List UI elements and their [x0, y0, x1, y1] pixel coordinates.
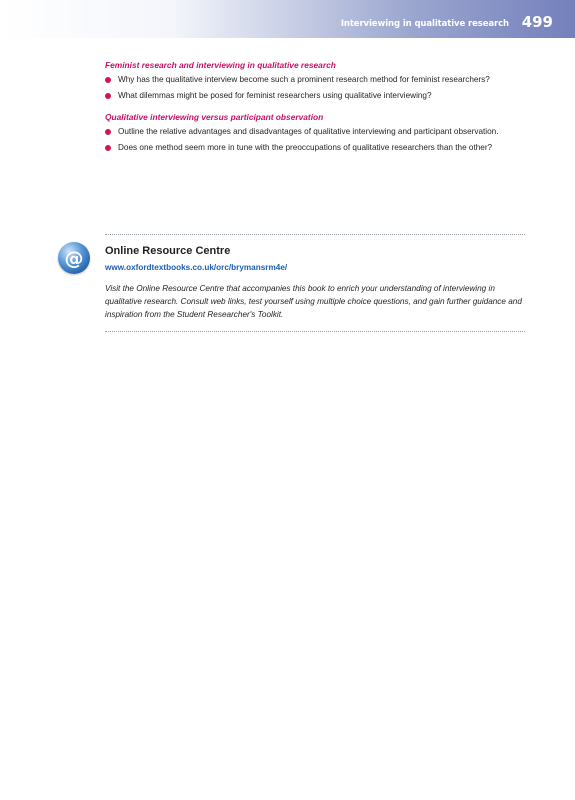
section-interviewing-vs-observation	[105, 112, 525, 154]
list-item	[105, 126, 525, 138]
section-feminist-research	[105, 60, 525, 102]
section-heading: Qualitative interviewing versus participant observation	[105, 112, 324, 122]
question-list	[105, 74, 525, 102]
page-number: 499	[521, 13, 553, 31]
orc-link[interactable]: www.oxfordtextbooks.co.uk/orc/brymansrm4e/	[105, 263, 288, 272]
svg-text:@: @	[64, 247, 84, 270]
running-head: Interviewing in qualitative research	[340, 19, 509, 29]
bullet-icon	[105, 129, 111, 135]
list-item	[105, 74, 525, 86]
online-resource-centre-box	[105, 234, 525, 332]
bullet-icon	[105, 145, 111, 151]
orc-title: Online Resource Centre	[105, 245, 231, 257]
question-list	[105, 126, 525, 154]
orc-description: Visit the Online Resource Centre that accompanies this book to enrich your understanding of interviewing in qualitative research. Consult web links, test yourself using multiple choice questions, and gain further guidance and inspiration from the Student Researcher's Toolkit.	[105, 284, 522, 319]
divider	[105, 331, 525, 332]
at-sign-icon	[58, 242, 90, 274]
list-item	[105, 142, 525, 154]
question-text: Why has the qualitative interview become such a prominent research method for feminist researchers?	[118, 75, 490, 84]
question-text: Outline the relative advantages and disadvantages of qualitative interviewing and participant observation.	[118, 127, 499, 136]
divider	[105, 234, 525, 235]
list-item	[105, 90, 525, 102]
review-questions	[105, 60, 525, 158]
bullet-icon	[105, 77, 111, 83]
section-heading: Feminist research and interviewing in qualitative research	[105, 60, 336, 70]
question-text: What dilemmas might be posed for feminist researchers using qualitative interviewing?	[118, 91, 432, 100]
bullet-icon	[105, 93, 111, 99]
question-text: Does one method seem more in tune with the preoccupations of qualitative researchers than the other?	[118, 143, 493, 152]
